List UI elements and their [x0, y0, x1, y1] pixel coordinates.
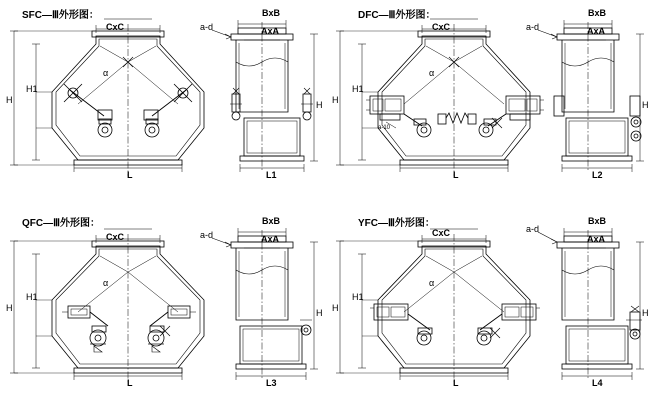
- panel-qfc: [0, 200, 326, 402]
- dim-label-bxb-sfc: BxB: [262, 8, 281, 18]
- dim-label-h-sfc: H: [6, 95, 13, 105]
- dim-label-axa-qfc: AxA: [261, 234, 280, 244]
- dim-label-h-side-dfc: H: [642, 100, 649, 110]
- panel-title-qfc: QFC—Ⅲ外形图：: [22, 218, 101, 229]
- dim-label-alpha-qfc: α: [103, 278, 109, 288]
- panel-title-sfc: SFC—Ⅲ外形图：: [22, 10, 99, 21]
- dim-label-l-yfc: L: [453, 378, 459, 388]
- section-mark-dfc: a-d: [526, 22, 540, 32]
- dim-label-l-qfc: L: [127, 378, 133, 388]
- dim-label-h1-qfc: H1: [26, 292, 38, 302]
- dim-label-h1-yfc: H1: [352, 292, 364, 302]
- dim-label-l2-dfc: L2: [592, 170, 603, 180]
- dim-label-bxb-yfc: BxB: [588, 216, 607, 226]
- dim-label-alpha-sfc: α: [103, 68, 109, 78]
- dim-label-l1-sfc: L1: [266, 170, 277, 180]
- section-mark-yfc: a-d: [526, 224, 540, 234]
- panel-title-dfc: DFC—Ⅲ外形图：: [358, 10, 436, 21]
- dim-label-bxb-qfc: BxB: [262, 216, 281, 226]
- dim-label-l3-qfc: L3: [266, 378, 277, 388]
- section-mark-qfc: a-d: [200, 230, 214, 240]
- dim-label-h-side-yfc: H: [642, 308, 649, 318]
- dim-label-axa-yfc: AxA: [587, 234, 606, 244]
- dim-label-h1-sfc: H1: [26, 84, 38, 94]
- dim-label-h1-dfc: H1: [352, 84, 364, 94]
- panel-sfc: [0, 0, 326, 200]
- panel-yfc: [326, 200, 652, 402]
- dim-label-h-yfc: H: [332, 303, 339, 313]
- dim-label-alpha-yfc: α: [429, 278, 435, 288]
- dim-label-bxb-dfc: BxB: [588, 8, 607, 18]
- dim-label-cxc-qfc: CxC: [106, 232, 125, 242]
- panel-title-yfc: YFC—Ⅲ外形图：: [358, 218, 435, 229]
- dim-label-axa-sfc: AxA: [261, 26, 280, 36]
- dim-label-h-side-qfc: H: [316, 308, 323, 318]
- dim-label-h-side-sfc: H: [316, 100, 323, 110]
- dim-label-l-dfc: L: [453, 170, 459, 180]
- drawing-yfc: [326, 200, 652, 402]
- part-callout-dfc: a-10: [378, 125, 391, 131]
- dim-label-l-sfc: L: [127, 170, 133, 180]
- drawing-qfc: [0, 200, 326, 402]
- dim-label-cxc-dfc: CxC: [432, 22, 451, 32]
- dim-label-cxc-yfc: CxC: [432, 228, 451, 238]
- dim-label-axa-dfc: AxA: [587, 26, 606, 36]
- dim-label-alpha-dfc: α: [429, 68, 435, 78]
- dim-label-h-dfc: H: [332, 95, 339, 105]
- dim-label-h-qfc: H: [6, 303, 13, 313]
- section-mark-sfc: a-d: [200, 22, 214, 32]
- dim-label-cxc-sfc: CxC: [106, 22, 125, 32]
- dim-label-l4-yfc: L4: [592, 378, 603, 388]
- panel-dfc: [326, 0, 652, 200]
